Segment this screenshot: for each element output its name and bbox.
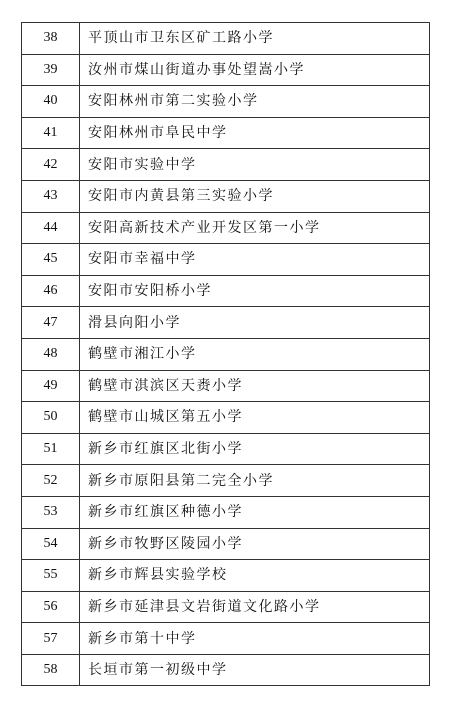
row-number: 39 [22, 54, 80, 86]
table-row [22, 117, 430, 149]
school-name: 鹤壁市山城区第五小学 [80, 402, 430, 434]
school-name: 滑县向阳小学 [80, 307, 430, 339]
row-number: 53 [22, 496, 80, 528]
row-number: 52 [22, 465, 80, 497]
table-row [22, 54, 430, 86]
table-row [22, 180, 430, 212]
table-row [22, 149, 430, 181]
row-number: 44 [22, 212, 80, 244]
school-name: 新乡市红旗区种德小学 [80, 496, 430, 528]
school-name: 平顶山市卫东区矿工路小学 [80, 23, 430, 55]
school-name: 鹤壁市淇滨区天赉小学 [80, 370, 430, 402]
table-row [22, 623, 430, 655]
table-row [22, 433, 430, 465]
school-name: 安阳市实验中学 [80, 149, 430, 181]
school-name: 新乡市第十中学 [80, 623, 430, 655]
table-row [22, 560, 430, 592]
table-row [22, 338, 430, 370]
table-row [22, 402, 430, 434]
school-name: 新乡市延津县文岩街道文化路小学 [80, 591, 430, 623]
row-number: 57 [22, 623, 80, 655]
school-name: 安阳市内黄县第三实验小学 [80, 180, 430, 212]
row-number: 50 [22, 402, 80, 434]
table-row [22, 212, 430, 244]
row-number: 56 [22, 591, 80, 623]
school-name: 长垣市第一初级中学 [80, 654, 430, 686]
table-row [22, 465, 430, 497]
row-number: 49 [22, 370, 80, 402]
school-list-table [21, 22, 430, 686]
row-number: 42 [22, 149, 80, 181]
table-row [22, 244, 430, 276]
row-number: 41 [22, 117, 80, 149]
row-number: 51 [22, 433, 80, 465]
school-name: 新乡市红旗区北街小学 [80, 433, 430, 465]
row-number: 58 [22, 654, 80, 686]
table-row [22, 591, 430, 623]
school-name: 安阳高新技术产业开发区第一小学 [80, 212, 430, 244]
table-row [22, 528, 430, 560]
row-number: 45 [22, 244, 80, 276]
school-name: 安阳林州市第二实验小学 [80, 86, 430, 118]
school-name: 安阳市幸福中学 [80, 244, 430, 276]
table-row [22, 654, 430, 686]
school-name: 新乡市辉县实验学校 [80, 560, 430, 592]
row-number: 38 [22, 23, 80, 55]
school-name: 安阳林州市阜民中学 [80, 117, 430, 149]
school-list-body [22, 23, 430, 686]
table-row [22, 307, 430, 339]
row-number: 40 [22, 86, 80, 118]
row-number: 48 [22, 338, 80, 370]
school-name: 汝州市煤山街道办事处望嵩小学 [80, 54, 430, 86]
school-name: 鹤壁市湘江小学 [80, 338, 430, 370]
school-name: 新乡市牧野区陵园小学 [80, 528, 430, 560]
table-row [22, 86, 430, 118]
school-name: 安阳市安阳桥小学 [80, 275, 430, 307]
table-row [22, 275, 430, 307]
row-number: 55 [22, 560, 80, 592]
table-row [22, 370, 430, 402]
row-number: 54 [22, 528, 80, 560]
table-row [22, 496, 430, 528]
table-row [22, 23, 430, 55]
row-number: 47 [22, 307, 80, 339]
row-number: 43 [22, 180, 80, 212]
school-name: 新乡市原阳县第二完全小学 [80, 465, 430, 497]
row-number: 46 [22, 275, 80, 307]
